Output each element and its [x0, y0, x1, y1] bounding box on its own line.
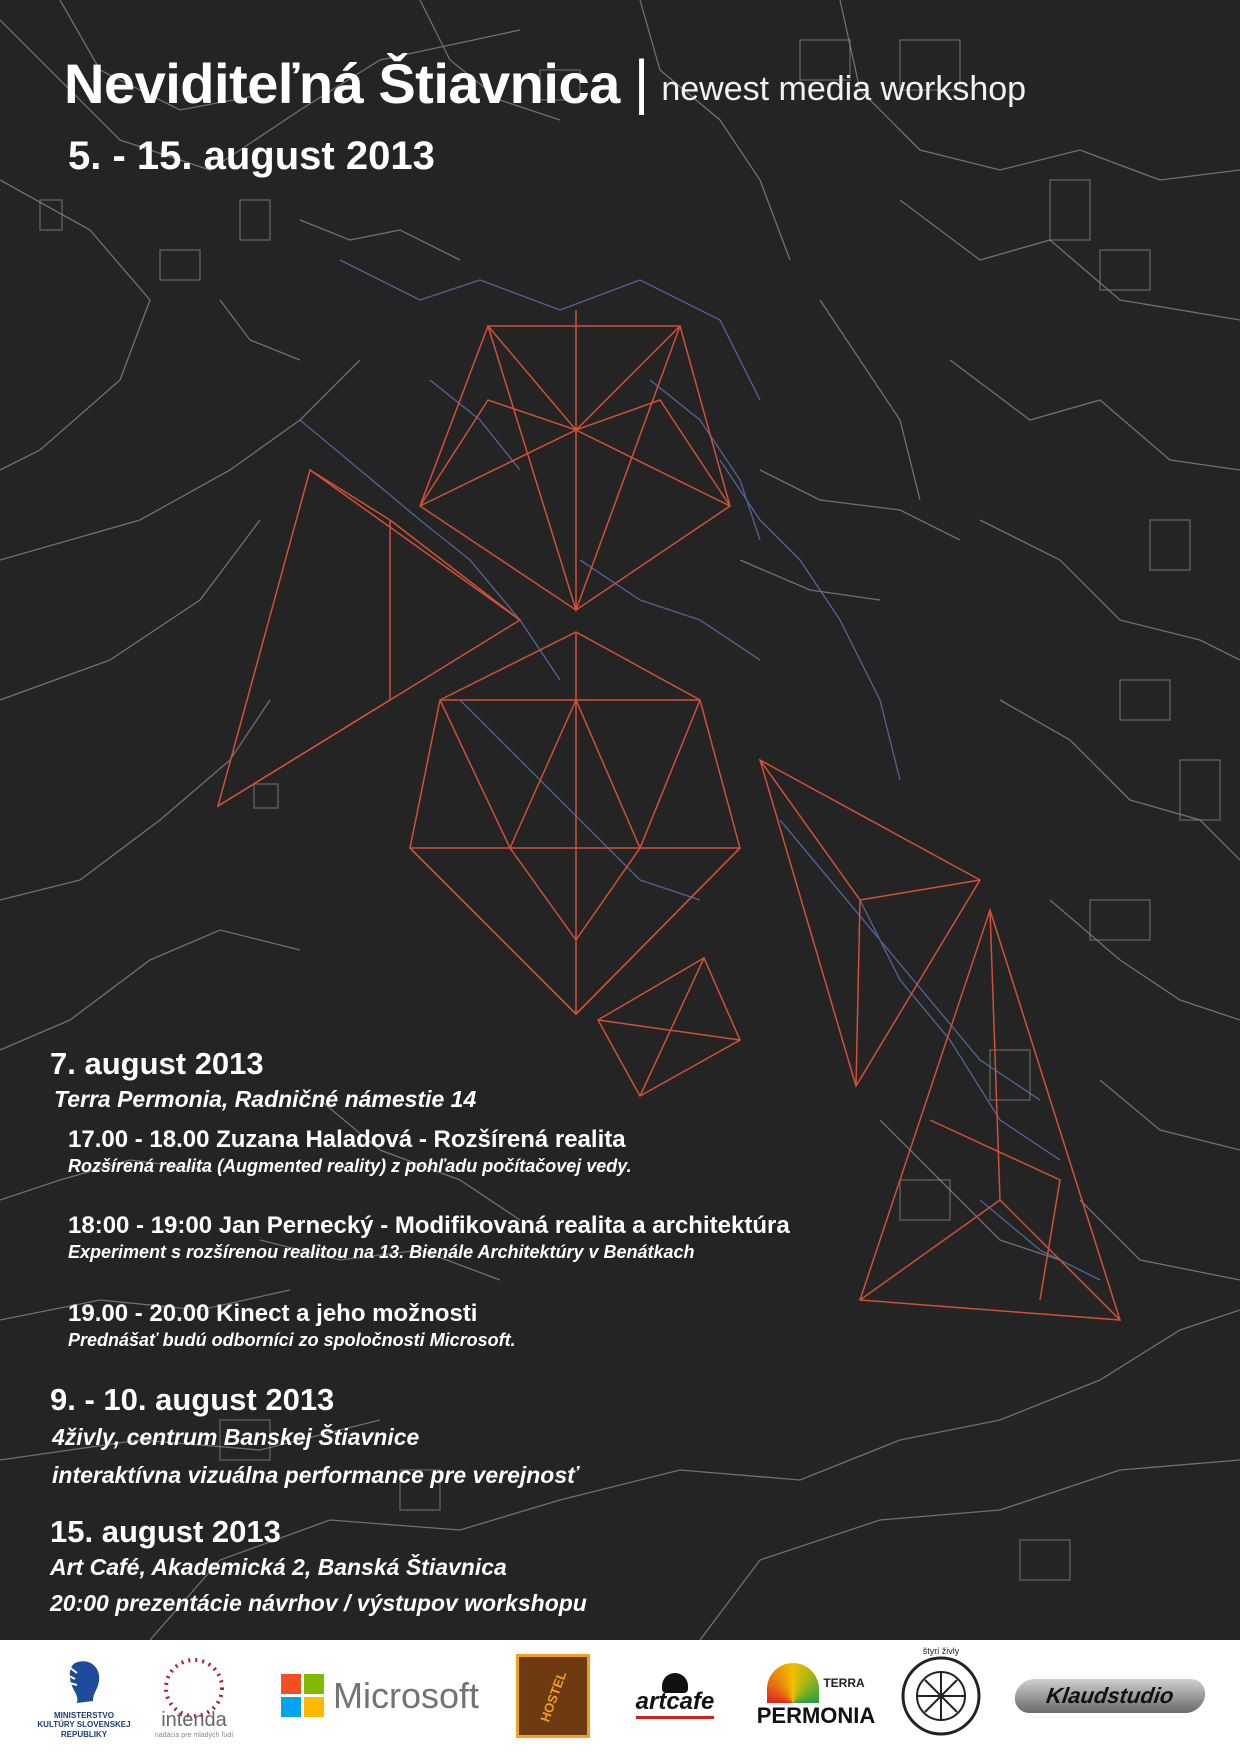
intenda-name: intenda [161, 1709, 227, 1731]
day1-venue: Terra Permonia, Radničné námestie 14 [54, 1086, 477, 1112]
styri-zivly-emblem-icon [899, 1654, 983, 1738]
artcafe-logo[interactable] [620, 1640, 730, 1752]
day3-date: 15. august 2013 [50, 1514, 281, 1549]
header [64, 48, 1027, 115]
microsoft-logo[interactable] [274, 1640, 486, 1752]
workshop-dates: 5. - 15. august 2013 [68, 134, 435, 178]
talk-2-desc: Experiment s rozšírenou realitou na 13. Bienále Architektúry v Benátkach [68, 1242, 695, 1262]
klaudstudio-name: Klaudstudio [1044, 1683, 1176, 1708]
terra-name: TERRA [823, 1676, 865, 1690]
hostel-name: HOSTEL [536, 1668, 570, 1724]
styri-zivly-logo[interactable] [898, 1640, 984, 1752]
title-separator: | [633, 48, 650, 115]
day3-event: 20:00 prezentácie návrhov / výstupov workshopu [50, 1590, 587, 1616]
artcafe-name: artcafe [636, 1689, 715, 1718]
sponsor-bar [0, 1640, 1240, 1752]
talk-2-title: 18:00 - 19:00 Jan Pernecký - Modifikovaná realita a architektúra [68, 1212, 790, 1239]
hostel-badge [516, 1654, 590, 1738]
styri-zivly-name: štyri živly [922, 1646, 960, 1656]
hostel-logo[interactable] [516, 1640, 590, 1752]
page-subtitle: newest media workshop [661, 70, 1027, 108]
day1-date: 7. august 2013 [50, 1046, 264, 1081]
intenda-tagline: nadácia pre mladých ľudí [154, 1732, 234, 1739]
terra-permonia-logo[interactable] [758, 1640, 874, 1752]
ministry-head-icon [55, 1653, 113, 1711]
terra-rainbow-icon [767, 1663, 819, 1703]
intenda-logo[interactable] [138, 1640, 250, 1752]
ministry-name: MINISTERSTVO KULTÚRY SLOVENSKEJ REPUBLIKY [37, 1711, 131, 1739]
talk-1-title: 17.00 - 18.00 Zuzana Haladová - Rozšírená realita [68, 1126, 626, 1153]
talk-1-desc: Rozšírená realita (Augmented reality) z pohľadu počítačovej vedy. [68, 1156, 632, 1176]
day2-event: interaktívna vizuálna performance pre verejnosť [52, 1462, 579, 1488]
page-title: Neviditeľná Štiavnica [64, 52, 620, 115]
klaudstudio-badge [1013, 1679, 1208, 1713]
microsoft-name: Microsoft [332, 1675, 480, 1716]
talk-3-desc: Prednášať budú odborníci zo spoločnosti Microsoft. [68, 1330, 516, 1350]
talk-3-title: 19.00 - 20.00 Kinect a jeho možnosti [68, 1300, 478, 1327]
microsoft-windows-icon [281, 1674, 325, 1718]
klaudstudio-logo[interactable] [1012, 1640, 1208, 1752]
day2-venue: 4živly, centrum Banskej Štiavnice [52, 1424, 420, 1450]
ministry-logo[interactable] [36, 1640, 132, 1752]
day2-date: 9. - 10. august 2013 [50, 1382, 335, 1417]
permonia-name: PERMONIA [756, 1703, 876, 1728]
day3-venue: Art Café, Akademická 2, Banská Štiavnica [50, 1554, 507, 1580]
